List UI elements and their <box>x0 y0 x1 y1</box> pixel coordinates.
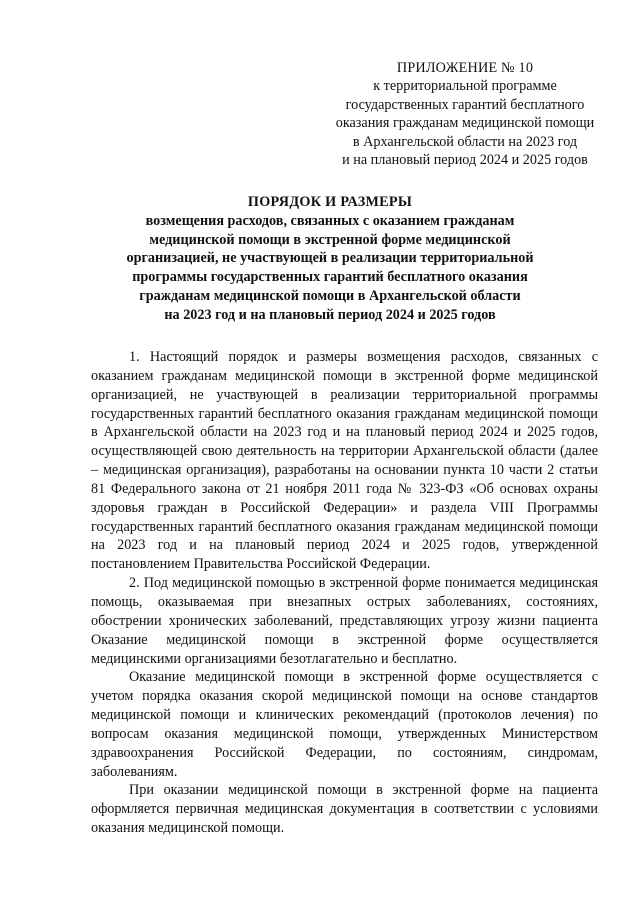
document-heading <box>60 193 600 325</box>
paragraph-4: При оказании медицинской помощи в экстренной форме на пациента оформляется первичная медицинская документация в соответствии с условиями оказания медицинской помощи. <box>91 782 598 837</box>
appendix-line: и на плановый период 2024 и 2025 годов <box>342 152 588 169</box>
heading-line: программы государственных гарантий бесплатного оказания <box>132 269 528 286</box>
heading-title: ПОРЯДОК И РАЗМЕРЫ <box>247 194 413 210</box>
paragraph-3: Оказание медицинской помощи в экстренной форме осуществляется с учетом порядка оказания скорой медицинской помощи на основе стандартов медицинской помощи и клинических рекомендаций (протоколов лечения) по вопросам оказания медицинской помощи, утвержденных Министерством здравоохранения Российской Федерации, по состояниям, синдромам, заболеваниям. <box>91 669 598 780</box>
appendix-line: оказания гражданам медицинской помощи <box>335 115 595 132</box>
appendix-line: к территориальной программе <box>373 78 557 95</box>
heading-line: медицинской помощи в экстренной форме медицинской <box>149 231 511 248</box>
heading-line: возмещения расходов, связанных с оказанием гражданам <box>145 212 515 229</box>
heading-line: гражданам медицинской помощи в Архангельской области <box>139 287 521 304</box>
heading-line: организацией, не участвующей в реализации территориальной <box>126 250 534 267</box>
paragraph-1: 1. Настоящий порядок и размеры возмещения расходов, связанных с оказанием гражданам медицинской помощи в экстренной форме медицинской организацией, не участвующей в реализации территориальной программы государственных гарантий бесплатного оказания гражданам медицинской помощи в Архангельской области на 2023 год и на плановый период 2024 и 2025 годов, осуществляющей свою деятельность на территории Архангельской области (далее – медицинская организация), разработаны на основании пункта 10 части 2 статьи 81 Федерального закона от 21 ноября 2011 года № 323-ФЗ «Об основах охраны здоровья граждан в Российской Федерации» и раздела VIII Программы государственных гарантий бесплатного оказания гражданам медицинской помощи на 2023 год и на плановый период 2024 и 2025 годов, утвержденной постановлением Правительства Российской Федерации. <box>91 349 598 573</box>
appendix-title: ПРИЛОЖЕНИЕ № 10 <box>396 60 534 76</box>
document-body <box>91 348 598 838</box>
paragraph-2: 2. Под медицинской помощью в экстренной форме понимается медицинская помощь, оказываемая при внезапных острых заболеваниях, состояниях, обострении хронических заболеваний, представляющих угрозу жизни пациента Оказание медицинской помощи в экстренной форме осуществляется медицинскими организациями безотлагательно и бесплатно. <box>91 575 598 667</box>
heading-line: на 2023 год и на плановый период 2024 и 2025 годов <box>164 306 496 323</box>
appendix-line: государственных гарантий бесплатного <box>345 96 585 113</box>
appendix-block <box>300 59 630 169</box>
appendix-line: в Архангельской области на 2023 год <box>352 133 578 150</box>
